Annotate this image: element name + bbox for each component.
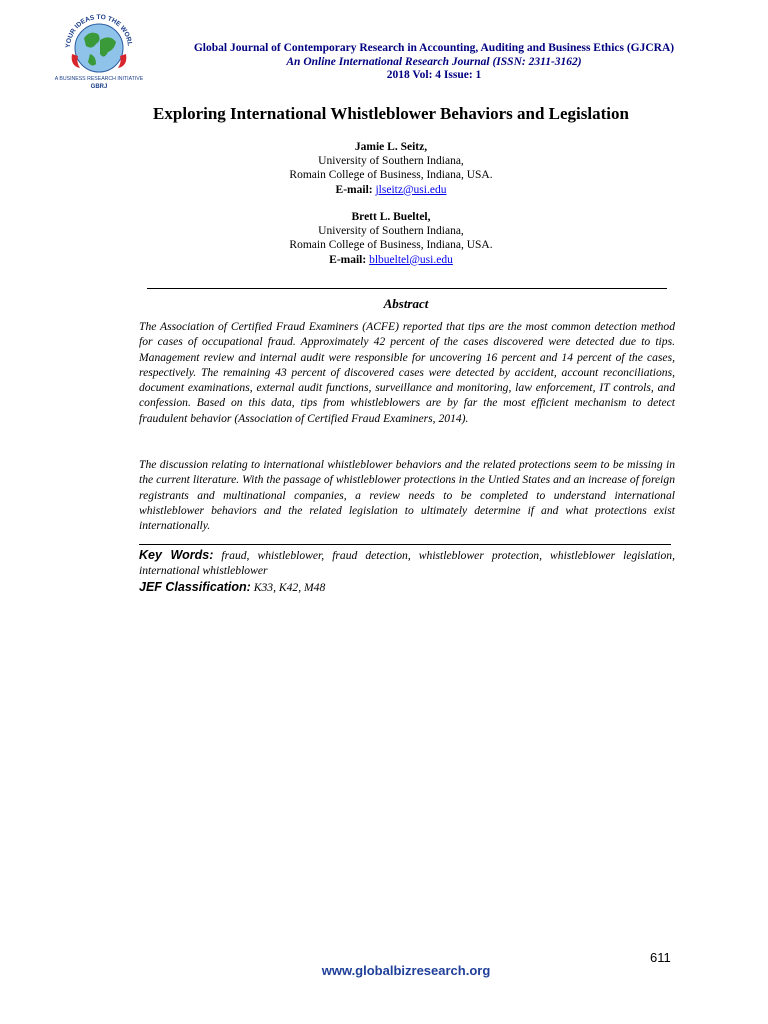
author-college: Romain College of Business, Indiana, USA. [289,239,493,252]
author-block [0,210,768,267]
globe-logo-icon [50,10,148,90]
author-name: Brett L. Bueltel, [351,211,431,223]
author-email-link[interactable]: blbueltel@usi.edu [369,253,453,266]
author-email-line [0,183,768,197]
author-block [0,140,768,197]
jef-classification [139,580,675,594]
divider [139,544,671,545]
email-label: E-mail: [329,253,367,266]
email-label: E-mail: [335,183,373,196]
journal-name: Global Journal of Contemporary Research in Accounting, Auditing and Business Ethics (GJCRA) [193,42,675,54]
journal-header [150,42,718,83]
journal-subtitle: An Online International Research Journal (ISSN: 2311-3162) [286,55,582,68]
author-college: Romain College of Business, Indiana, USA. [289,169,493,182]
abstract-paragraph: The discussion relating to international whistleblower behaviors and the related protections seem to be missing in the current literature. With the passage of whistleblower protections in the Untied States and an increase of foreign registrants and multinational companies, a review needs to be completed to understand international whistleblower behaviors and the related legislation to ultimately determine if and what protections exist internationally. [139,458,675,533]
journal-logo [50,10,148,90]
author-email-line [0,253,768,267]
author-university: University of Southern Indiana, [318,225,464,238]
author-name: Jamie L. Seitz, [354,141,428,153]
divider [147,288,667,289]
author-university: University of Southern Indiana, [318,155,464,168]
abstract-heading: Abstract [383,296,429,311]
paper-title: Exploring International Whistleblower Behaviors and Legislation [153,104,629,123]
logo-abbr: GBRJ [90,84,108,90]
page-number: 611 [650,950,671,965]
abstract-paragraph: The Association of Certified Fraud Examiners (ACFE) reported that tips are the most common detection method for cases of occupational fraud. Approximately 42 percent of the cases discovered were detected due to tips. Management review and internal audit were responsible for uncovering 16 percent and 14 percent of the cases, respectively. The remaining 43 percent of discovered cases were detected by accident, account reconciliations, document examinations, external audit functions, surveillance and monitoring, law enforcement, IT controls, and confession. Based on this data, tips from whistleblowers are by far the most efficient mechanism to detect fraudulent behavior (Association of Certified Fraud Examiners, 2014). [139,320,675,425]
keywords-text: fraud, whistleblower, fraud detection, whistleblower protection, whistleblower legislation, international whistleblower [139,549,675,578]
logo-ring-text: YOUR IDEAS TO THE WORL [64,13,133,49]
keywords-label: Key Words: [139,548,214,562]
keywords [139,548,675,579]
journal-volume: 2018 Vol: 4 Issue: 1 [386,69,482,81]
author-email-link[interactable]: jlseitz@usi.edu [375,183,447,196]
logo-tagline: A BUSINESS RESEARCH INITIATIVE [54,76,144,82]
jef-label: JEF Classification: [139,580,251,594]
jef-text: K33, K42, M48 [250,581,326,594]
footer-website-link[interactable]: www.globalbizresearch.org [321,963,491,978]
